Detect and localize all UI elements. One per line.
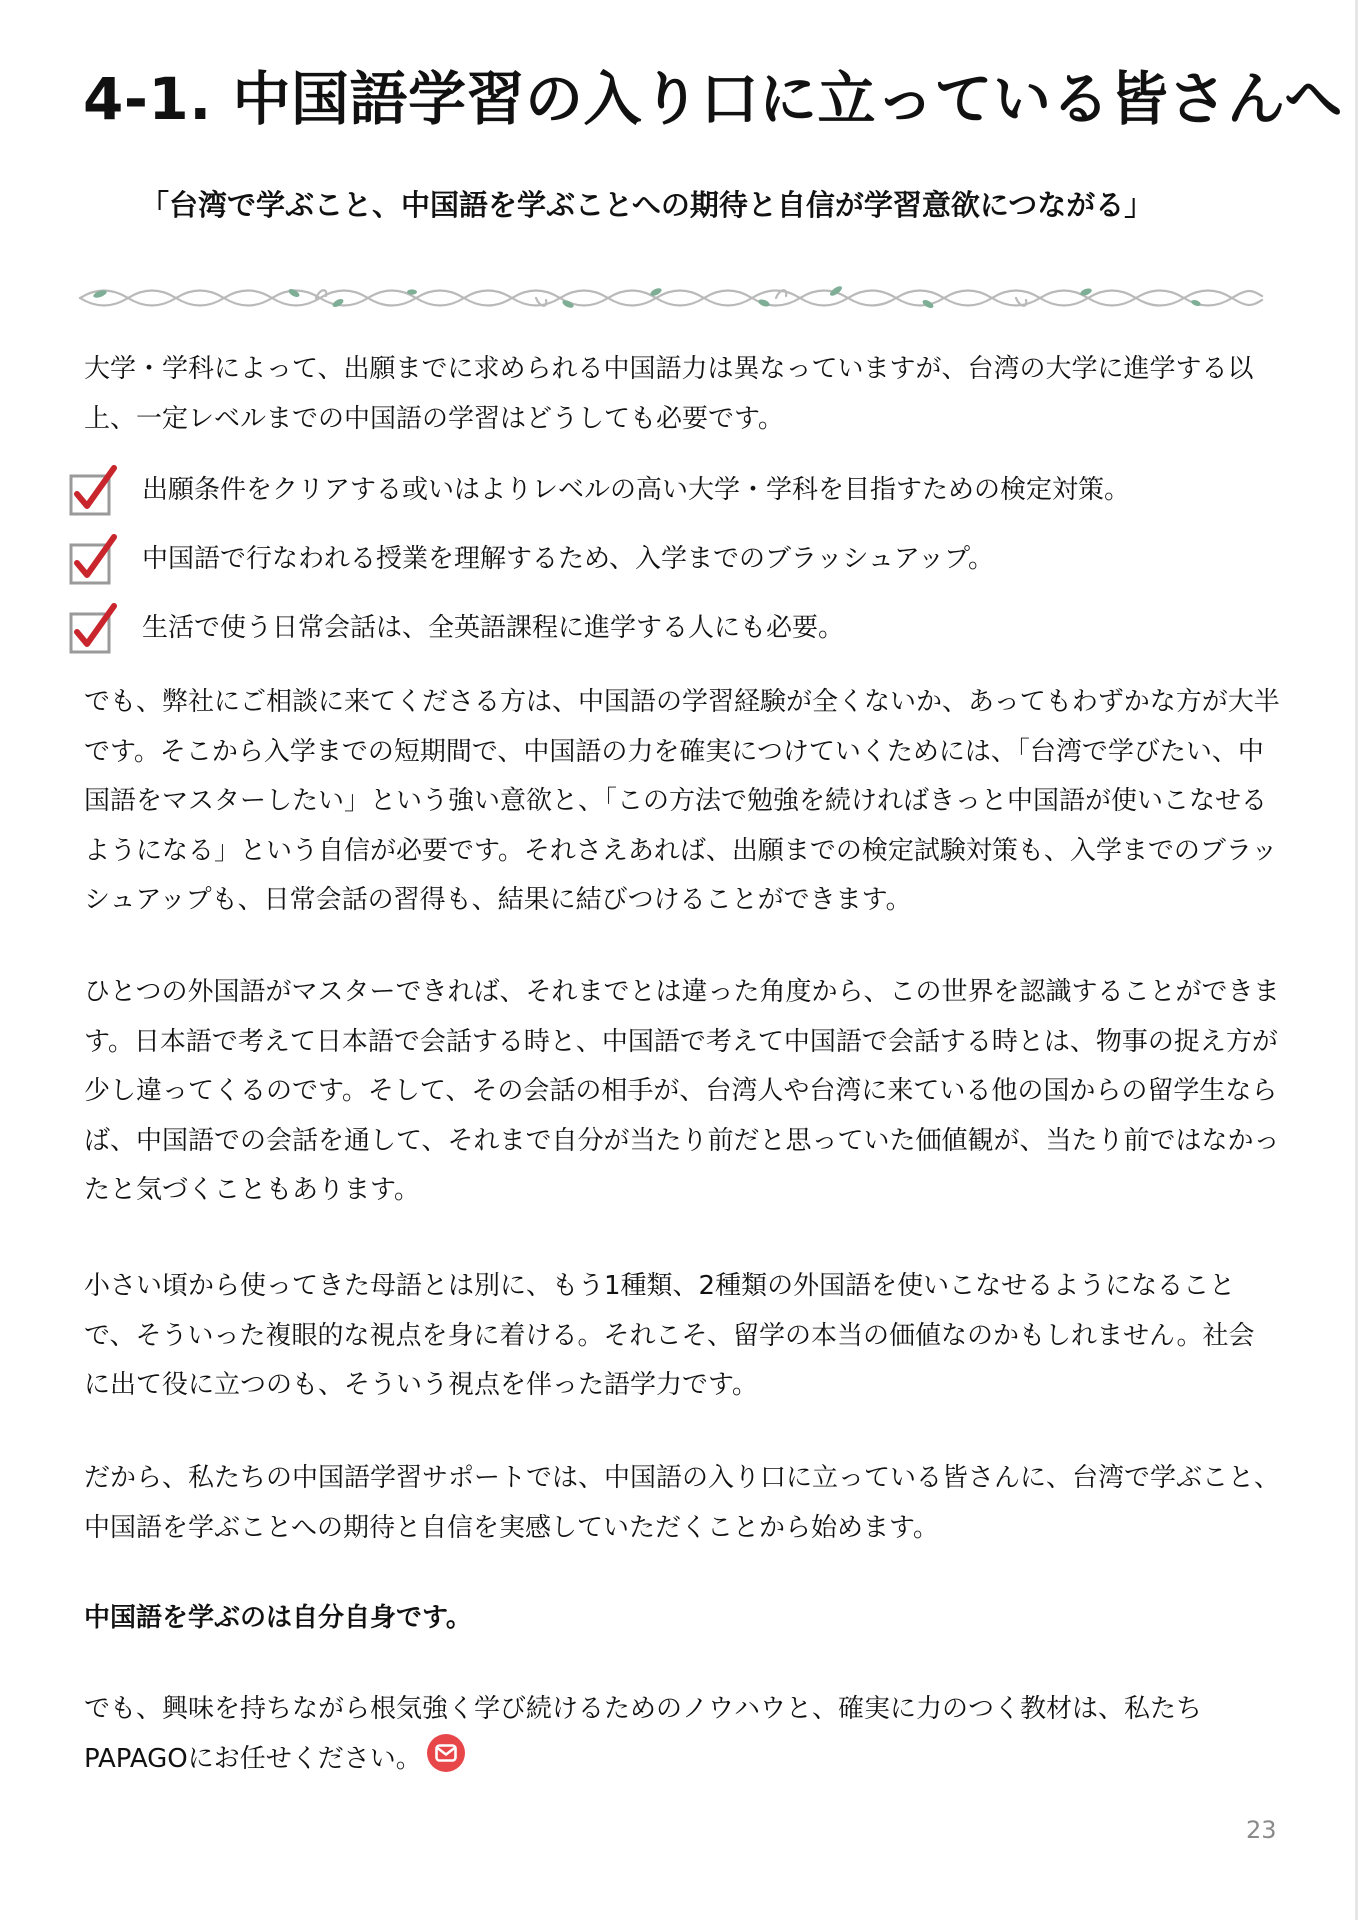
mail-icon[interactable] xyxy=(426,1733,466,1773)
checkbox-checked-icon xyxy=(68,464,118,518)
paragraph-motivation: でも、弊社にご相談に来てくださる方は、中国語の学習経験が全くないか、あってもわずかな方が大半です。そこから入学までの短期間で、中国語の力を確実につけていくためには、「台湾で学びたい、中国語をマスターしたい」という強い意欲と、「この方法で勉強を続ければきっと中国語が使いこなせるようになる」という自信が必要です。それさえあれば、出願までの検定試験対策も、入学までのブラッシュアップも、日常会話の習得も、結果に結びつけることができます。 xyxy=(84,687,1280,915)
page-subtitle: 「台湾で学ぶこと、中国語を学ぶことへの期待と自信が学習意欲につながる」 xyxy=(140,188,1154,222)
checklist-item-label: 出願条件をクリアする或いはよりレベルの高い大学・学科を目指すための検定対策。 xyxy=(142,475,1131,505)
page-title: 4-1. 中国語学習の入り口に立っている皆さんへ xyxy=(83,65,1343,133)
checklist xyxy=(68,456,1268,663)
intro-paragraph: 大学・学科によって、出願までに求められる中国語力は異なっていますが、台湾の大学に進学する以上、一定レベルまでの中国語の学習はどうしても必要です。 xyxy=(84,354,1254,434)
checklist-item xyxy=(68,525,1268,593)
vine-divider-ornament xyxy=(76,282,1266,314)
paragraph-foreign-language: ひとつの外国語がマスターできれば、それまでとは違った角度から、この世界を認識することができます。日本語で考えて日本語で会話する時と、中国語で考えて中国語で会話する時とは、物事の捉え方が少し違ってくるのです。そして、その会話の相手が、台湾人や台湾に来ている他の国からの留学生ならば、中国語での会話を通して、それまで自分が当たり前だと思っていた価値観が、当たり前ではなかったと気づくこともあります。 xyxy=(84,977,1280,1205)
checkbox-checked-icon xyxy=(68,533,118,587)
checklist-item-label: 生活で使う日常会話は、全英語課程に進学する人にも必要。 xyxy=(142,613,845,643)
bold-statement: 中国語を学ぶのは自分自身です。 xyxy=(84,1603,472,1633)
closing-paragraph xyxy=(84,1685,1280,1784)
paragraph-support: だから、私たちの中国語学習サポートでは、中国語の入り口に立っている皆さんに、台湾で学ぶこと、中国語を学ぶことへの期待と自信を実感していただくことから始めます。 xyxy=(84,1463,1281,1543)
checklist-item xyxy=(68,594,1268,662)
closing-text: でも、興味を持ちながら根気強く学び続けるためのノウハウと、確実に力のつく教材は、私たちPAPAGOにお任せください。 xyxy=(84,1694,1203,1774)
paragraph-perspective: 小さい頃から使ってきた母語とは別に、もう1種類、2種類の外国語を使いこなせるようになることで、そういった複眼的な視点を身に着ける。それこそ、留学の本当の価値なのかもしれません。社会に出て役に立つのも、そういう視点を伴った語学力です。 xyxy=(84,1271,1255,1400)
checklist-item-label: 中国語で行なわれる授業を理解するため、入学までのブラッシュアップ。 xyxy=(142,544,995,574)
checkbox-checked-icon xyxy=(68,602,118,656)
checklist-item xyxy=(68,456,1268,524)
page-number: 23 xyxy=(1246,1816,1277,1844)
